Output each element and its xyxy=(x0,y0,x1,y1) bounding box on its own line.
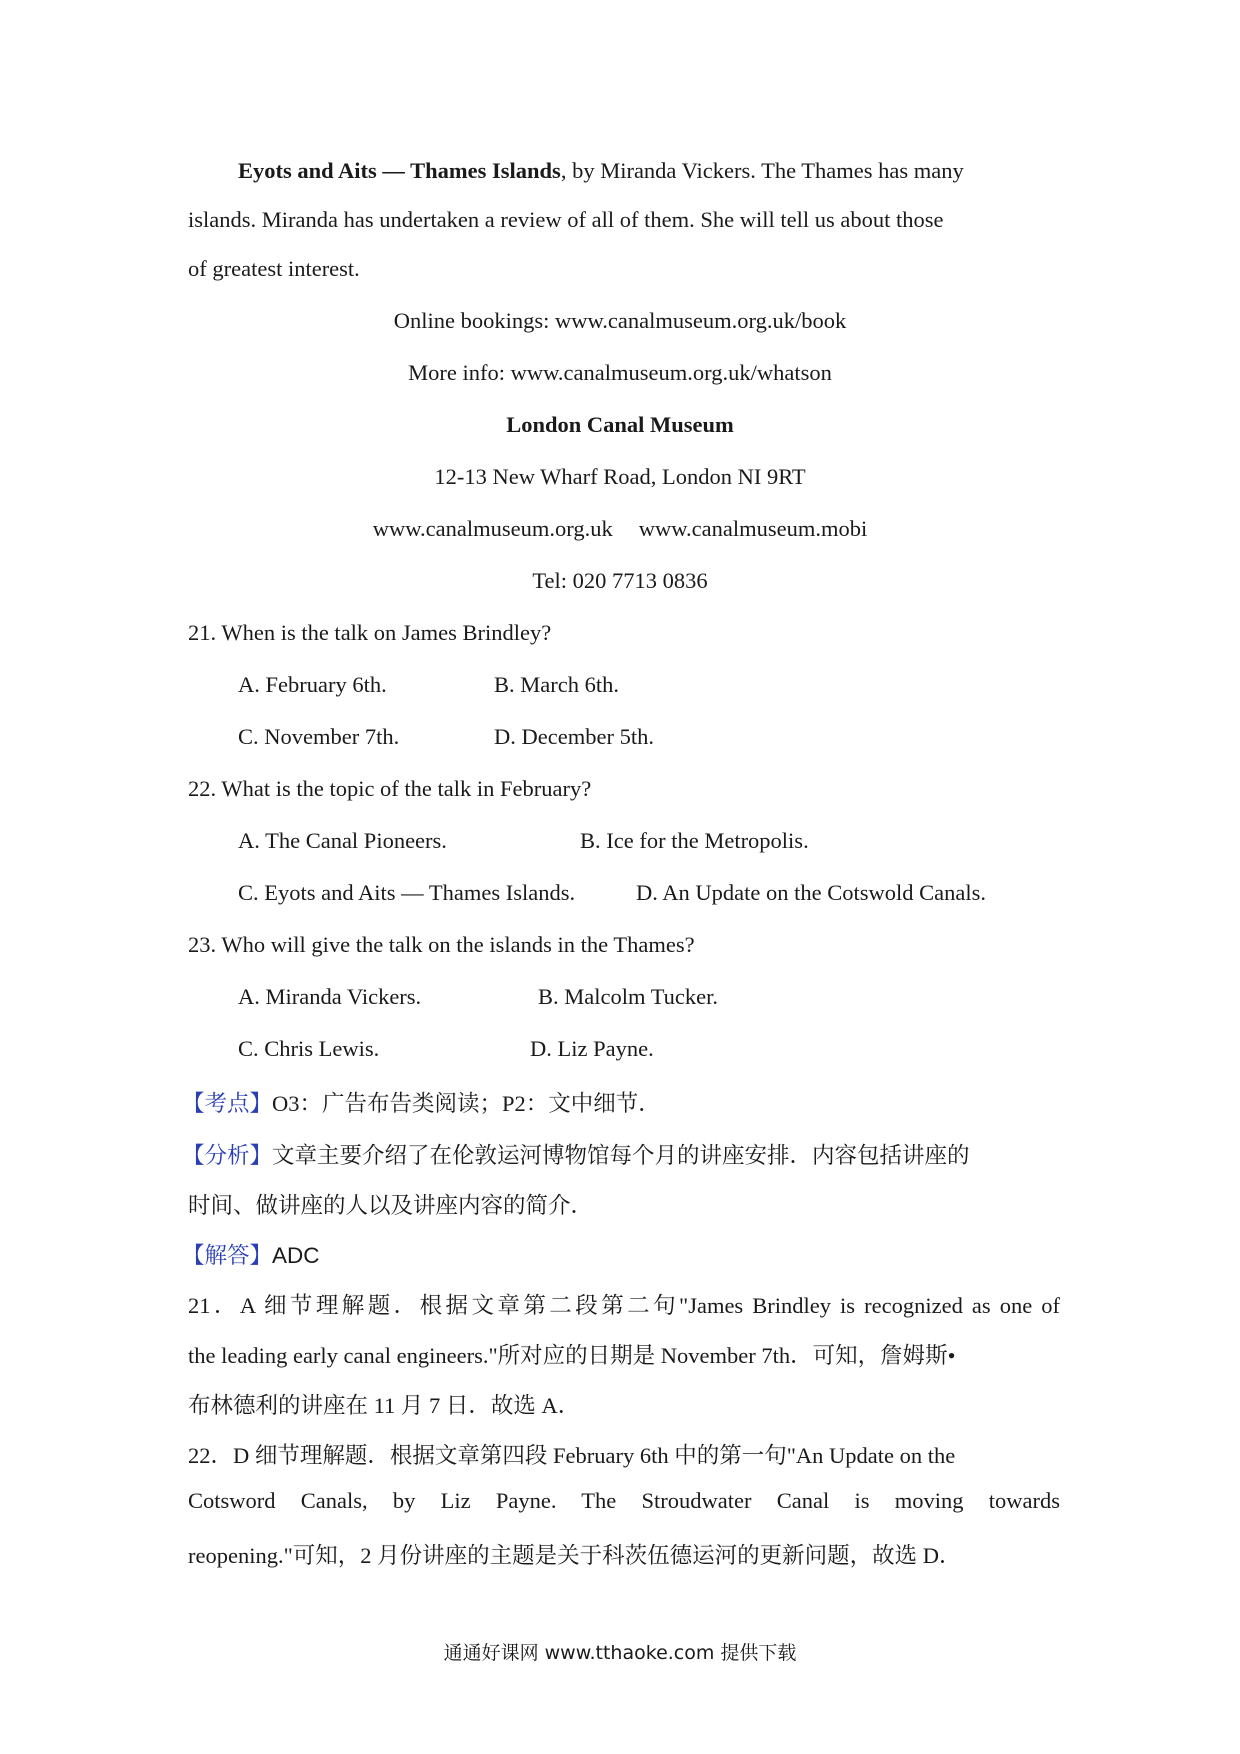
museum-name: London Canal Museum xyxy=(506,412,734,437)
q23-option-c: C. Chris Lewis. xyxy=(238,1036,380,1061)
talk-title: Eyots and Aits — Thames Islands xyxy=(238,158,561,183)
fenxi-line-1 xyxy=(182,1138,1060,1170)
q23-option-b: B. Malcolm Tucker. xyxy=(538,984,719,1009)
q22-option-a: A. The Canal Pioneers. xyxy=(238,828,447,853)
more-info: More info: www.canalmuseum.org.uk/whatson xyxy=(408,360,832,385)
intro-line-3: of greatest interest. xyxy=(188,256,360,281)
question-21-stem: 21. When is the talk on James Brindley? xyxy=(188,620,552,645)
fenxi-line-2: 时间、做讲座的人以及讲座内容的简介． xyxy=(188,1193,594,1218)
q22-option-d: D. An Update on the Cotswold Canals. xyxy=(636,880,986,905)
kaodian-tag: 【考点】 xyxy=(182,1091,273,1116)
jieda-answer: ADC xyxy=(272,1243,320,1268)
intro-line-2: islands. Miranda has undertaken a review of all of them. She will tell us about those xyxy=(188,207,944,232)
q22-option-c: C. Eyots and Aits — Thames Islands. xyxy=(238,880,576,905)
answer-21-line-2: the leading early canal engineers."所对应的日期是 November 7th．可知，詹姆斯• xyxy=(188,1343,956,1368)
q23-option-d: D. Liz Payne. xyxy=(530,1036,654,1061)
museum-address: 12-13 New Wharf Road, London NI 9RT xyxy=(434,464,806,489)
fenxi-text-1: 文章主要介绍了在伦敦运河博物馆每个月的讲座安排．内容包括讲座的 xyxy=(272,1143,970,1168)
answer-22-line-2: Cotsword Canals, by Liz Payne. The Stroudwater Canal is moving towards xyxy=(188,1488,1060,1513)
jieda-line xyxy=(182,1238,320,1270)
online-bookings: Online bookings: www.canalmuseum.org.uk/book xyxy=(393,308,847,333)
website-2: www.canalmuseum.mobi xyxy=(638,516,868,541)
question-22-stem: 22. What is the topic of the talk in February? xyxy=(188,776,592,801)
answer-22-line-3: reopening."可知，2 月份讲座的主题是关于科茨伍德运河的更新问题，故选 D． xyxy=(188,1543,962,1568)
museum-websites xyxy=(0,516,1240,542)
page-footer: 通通好课网 www.tthaoke.com 提供下载 xyxy=(443,1642,797,1664)
kaodian-text: O3：广告布告类阅读；P2：文中细节． xyxy=(272,1091,661,1116)
q22-option-b: B. Ice for the Metropolis. xyxy=(580,828,809,853)
q21-option-d: D. December 5th. xyxy=(494,724,654,749)
answer-21-line-3: 布林德利的讲座在 11 月 7 日．故选 A． xyxy=(188,1393,581,1418)
jieda-tag: 【解答】 xyxy=(182,1243,273,1268)
answer-22-line-1: 22．D 细节理解题．根据文章第四段 February 6th 中的第一句"An Update on the xyxy=(188,1443,956,1468)
website-1: www.canalmuseum.org.uk xyxy=(372,516,613,541)
intro-line-1-rest: , by Miranda Vickers. The Thames has many xyxy=(560,158,964,183)
q21-option-c: C. November 7th. xyxy=(238,724,400,749)
fenxi-tag: 【分析】 xyxy=(182,1143,273,1168)
q23-option-a: A. Miranda Vickers. xyxy=(238,984,422,1009)
q21-option-a: A. February 6th. xyxy=(238,672,387,697)
question-23-stem: 23. Who will give the talk on the islands in the Thames? xyxy=(188,932,695,957)
q21-option-b: B. March 6th. xyxy=(494,672,619,697)
intro-line-1 xyxy=(238,158,1060,184)
kaodian-line xyxy=(182,1086,661,1118)
answer-21-line-1: 21．A 细节理解题．根据文章第二段第二句"James Brindley is recognized as one of xyxy=(188,1293,1060,1318)
museum-tel: Tel: 020 7713 0836 xyxy=(532,568,708,593)
